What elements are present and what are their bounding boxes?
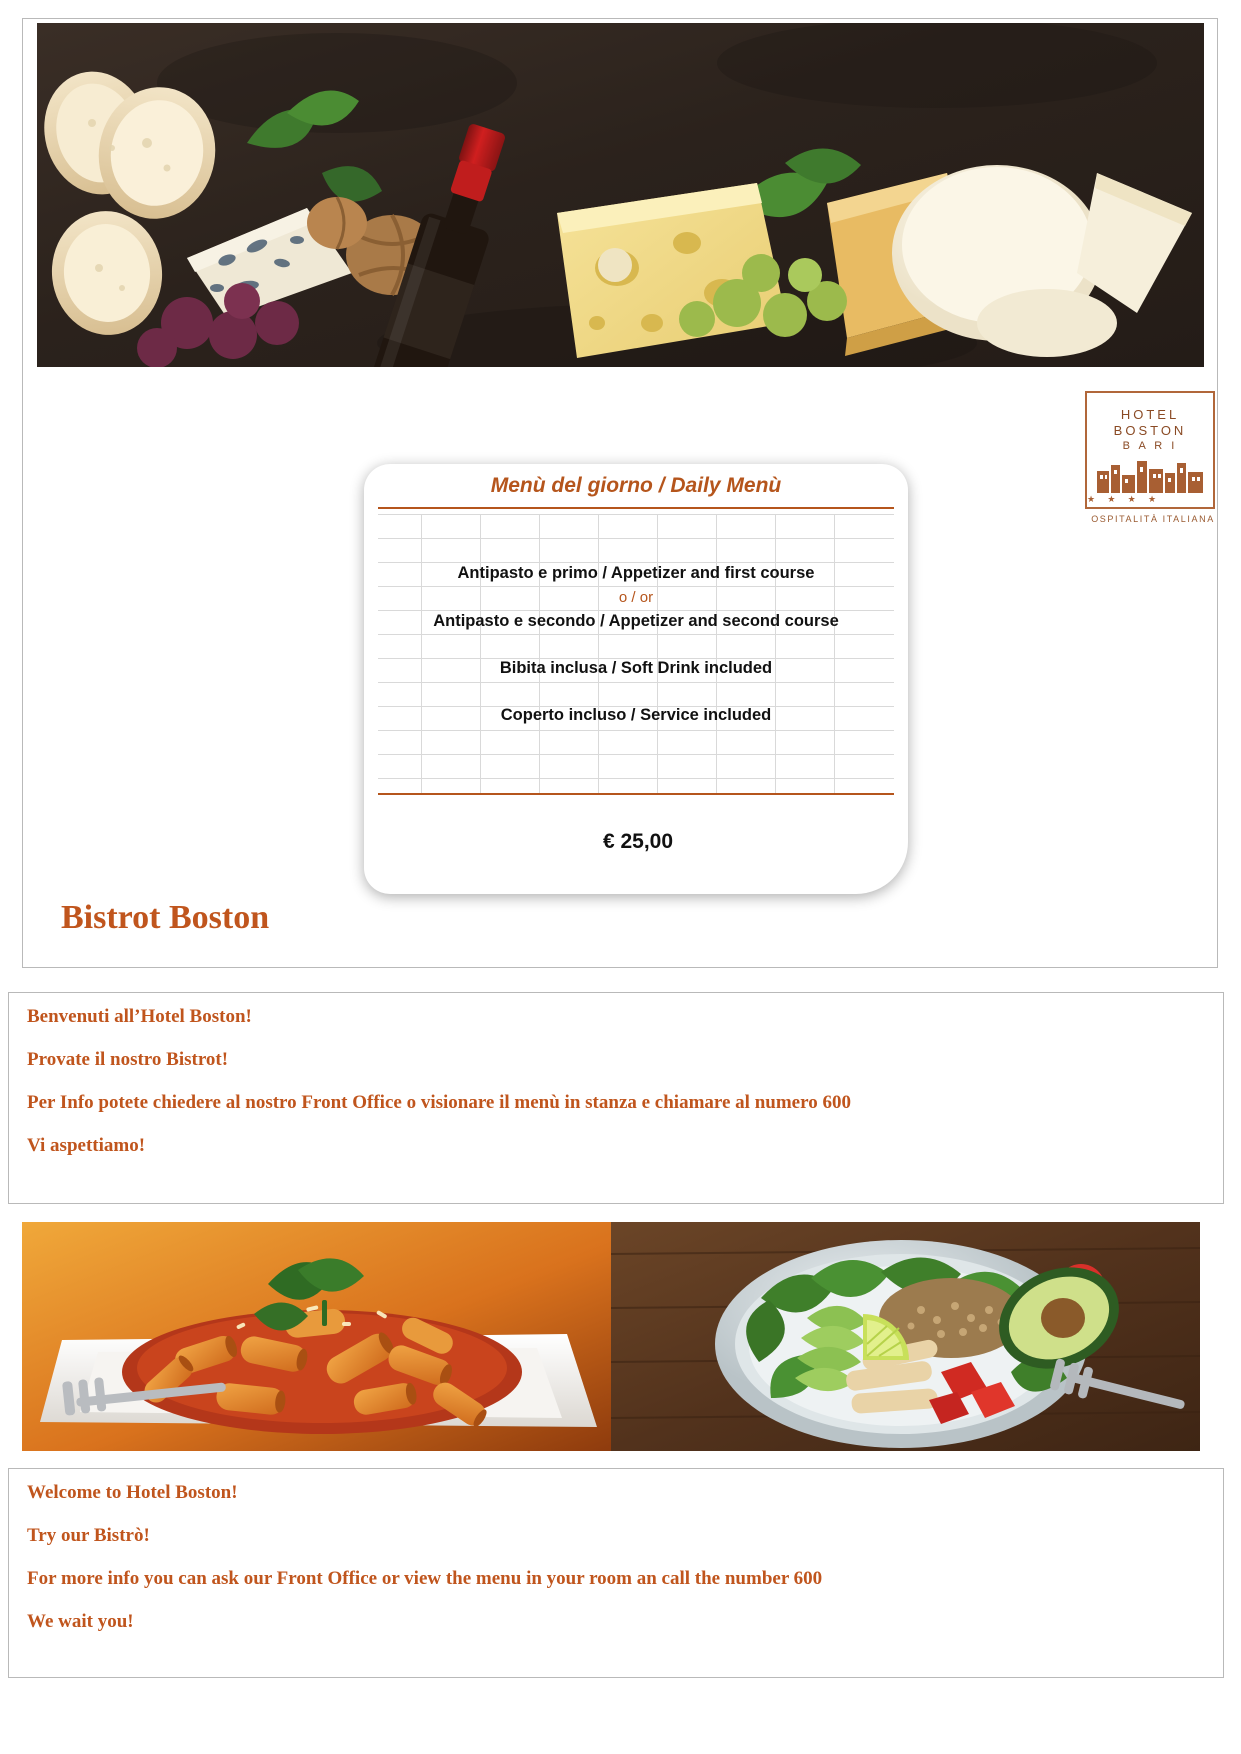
menu-row-drink: Bibita inclusa / Soft Drink included — [499, 659, 773, 677]
pasta-photo — [22, 1222, 611, 1451]
page-title: Bistrot Boston — [61, 899, 270, 936]
italian-message-block — [8, 992, 1224, 1204]
menu-items-grid — [378, 514, 894, 795]
italian-line-3: Per Info potete chiedere al nostro Front Office o visionare il menù in stanza e chiamare al numero 600 — [27, 1091, 851, 1113]
menu-row-or: o / or — [618, 589, 654, 606]
italian-line-4: Vi aspettiamo! — [27, 1134, 146, 1156]
logo-frame — [1085, 391, 1215, 509]
english-line-2: Try our Bistrò! — [27, 1524, 150, 1546]
menu-card-content — [378, 474, 898, 872]
menu-row-spacer-2 — [378, 684, 894, 706]
hero-banner-image — [37, 23, 1204, 367]
skyline-icon — [1095, 457, 1207, 493]
english-message-block — [8, 1468, 1224, 1678]
italian-line-2: Provate il nostro Bistrot! — [27, 1048, 229, 1070]
logo-line-hotel: HOTEL — [1120, 407, 1180, 422]
english-line-4: We wait you! — [27, 1610, 134, 1632]
english-line-3: For more info you can ask our Front Office or view the menu in your room an call the number 600 — [27, 1567, 823, 1589]
menu-title: Menù del giorno / Daily Menù — [378, 474, 894, 509]
menu-row-first-course: Antipasto e primo / Appetizer and first course — [457, 564, 815, 582]
italian-line-1: Benvenuti all’Hotel Boston! — [27, 1006, 252, 1027]
logo-subtitle: OSPITALITÀ ITALIANA — [1091, 514, 1215, 524]
menu-price: € 25,00 — [602, 830, 674, 853]
daily-menu-card — [356, 456, 916, 899]
menu-row-spacer-1 — [378, 637, 894, 659]
menu-row-second-course: Antipasto e secondo / Appetizer and second course — [433, 612, 839, 630]
english-line-1: Welcome to Hotel Boston! — [27, 1482, 238, 1503]
logo-line-boston: BOSTON — [1113, 423, 1187, 439]
header-section — [22, 18, 1218, 968]
menu-row-service: Coperto incluso / Service included — [500, 706, 772, 724]
salad-photo — [611, 1222, 1200, 1451]
hotel-logo — [1085, 391, 1221, 531]
food-photo-row — [22, 1222, 1200, 1451]
logo-line-bari: B A R I — [1122, 439, 1178, 452]
logo-stars: ★ ★ ★ ★ — [1087, 494, 1162, 504]
